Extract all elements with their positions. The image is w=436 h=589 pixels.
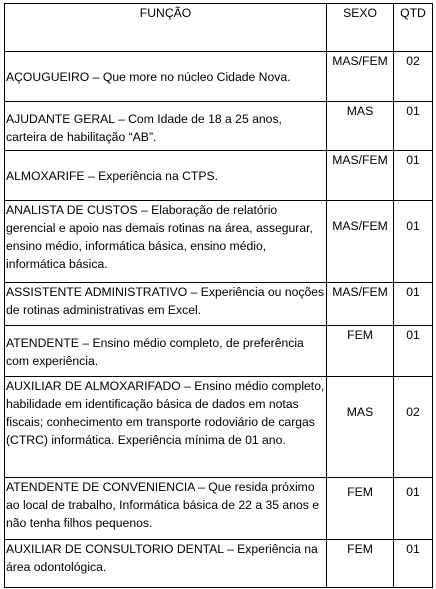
job-sexo: FEM xyxy=(327,326,394,377)
job-sexo xyxy=(327,201,394,283)
job-sexo: FEM xyxy=(327,540,394,588)
job-qtd: 01 xyxy=(394,151,433,201)
job-qtd xyxy=(394,201,433,283)
job-qtd: 01 xyxy=(394,102,433,151)
job-funcao xyxy=(5,201,327,283)
job-sexo xyxy=(327,377,394,478)
job-funcao xyxy=(5,326,327,377)
table-row xyxy=(5,52,433,102)
job-funcao xyxy=(5,478,327,540)
job-qtd: 01 xyxy=(394,326,433,377)
table-row xyxy=(5,326,433,377)
job-qtd xyxy=(394,478,433,540)
table-row xyxy=(5,201,433,283)
table-row xyxy=(5,478,433,540)
job-sexo: MAS/FEM xyxy=(327,283,394,326)
job-funcao-text: ASSISTENTE ADMINISTRATIVO – Experiência ou noções de rotinas administrativas em Excel. xyxy=(6,285,325,317)
job-qtd: 01 xyxy=(394,540,433,588)
job-funcao xyxy=(5,540,327,588)
job-openings-table xyxy=(4,3,433,588)
job-funcao xyxy=(5,102,327,151)
job-sexo-text: MAS xyxy=(346,405,374,419)
job-funcao-text: ATENDENTE – Ensino médio completo, de preferência com experiência. xyxy=(6,336,304,368)
job-sexo: MAS xyxy=(327,102,394,151)
job-funcao-text: AÇOUGUEIRO – Que more no núcleo Cidade Nova. xyxy=(6,70,291,84)
job-funcao-text: AJUDANTE GERAL – Com Idade de 18 a 25 anos, carteira de habilitação “AB”. xyxy=(6,112,282,144)
job-funcao xyxy=(5,283,327,326)
header-qtd: QTD xyxy=(394,4,433,52)
table-row xyxy=(5,151,433,201)
job-funcao xyxy=(5,377,327,478)
job-funcao xyxy=(5,151,327,201)
job-qtd xyxy=(394,377,433,478)
header-sexo: SEXO xyxy=(327,4,394,52)
job-funcao-text: AUXILIAR DE ALMOXARIFADO – Ensino médio completo, habilidade em identificação básica de dados em notas fiscais; conhecimento em transporte rodoviário de cargas (CTRC) informática. Experiência mínima de 01 ano. xyxy=(6,379,325,447)
job-funcao xyxy=(5,52,327,102)
table-row xyxy=(5,540,433,588)
job-funcao-text: ANALISTA DE CUSTOS – Elaboração de relatório gerencial e apoio nas demais rotinas na área, assegurar, ensino médio, informática básica, ensino médio, informática básica. xyxy=(6,203,313,271)
job-sexo xyxy=(327,478,394,540)
table-header-row xyxy=(5,4,433,52)
header-funcao: FUNÇÃO xyxy=(5,4,327,52)
job-funcao-text: ALMOXARIFE – Experiência na CTPS. xyxy=(6,169,219,183)
job-qtd-text: 01 xyxy=(406,485,420,499)
job-qtd-text: 01 xyxy=(406,219,420,233)
table-row xyxy=(5,102,433,151)
job-funcao-text: ATENDENTE DE CONVENIENCIA – Que resida próximo ao local de trabalho, Informática básica de 22 a 35 anos e não tenha filhos pequenos. xyxy=(6,480,320,530)
job-funcao-text: AUXILIAR DE CONSULTORIO DENTAL – Experiência na área odontológica. xyxy=(6,542,318,574)
job-qtd: 02 xyxy=(394,52,433,102)
table-row xyxy=(5,283,433,326)
table-row xyxy=(5,377,433,478)
job-sexo: MAS/FEM xyxy=(327,151,394,201)
job-sexo-text: MAS/FEM xyxy=(332,219,388,233)
job-qtd: 01 xyxy=(394,283,433,326)
job-sexo-text: FEM xyxy=(347,485,373,499)
job-sexo: MAS/FEM xyxy=(327,52,394,102)
job-qtd-text: 02 xyxy=(406,405,420,419)
